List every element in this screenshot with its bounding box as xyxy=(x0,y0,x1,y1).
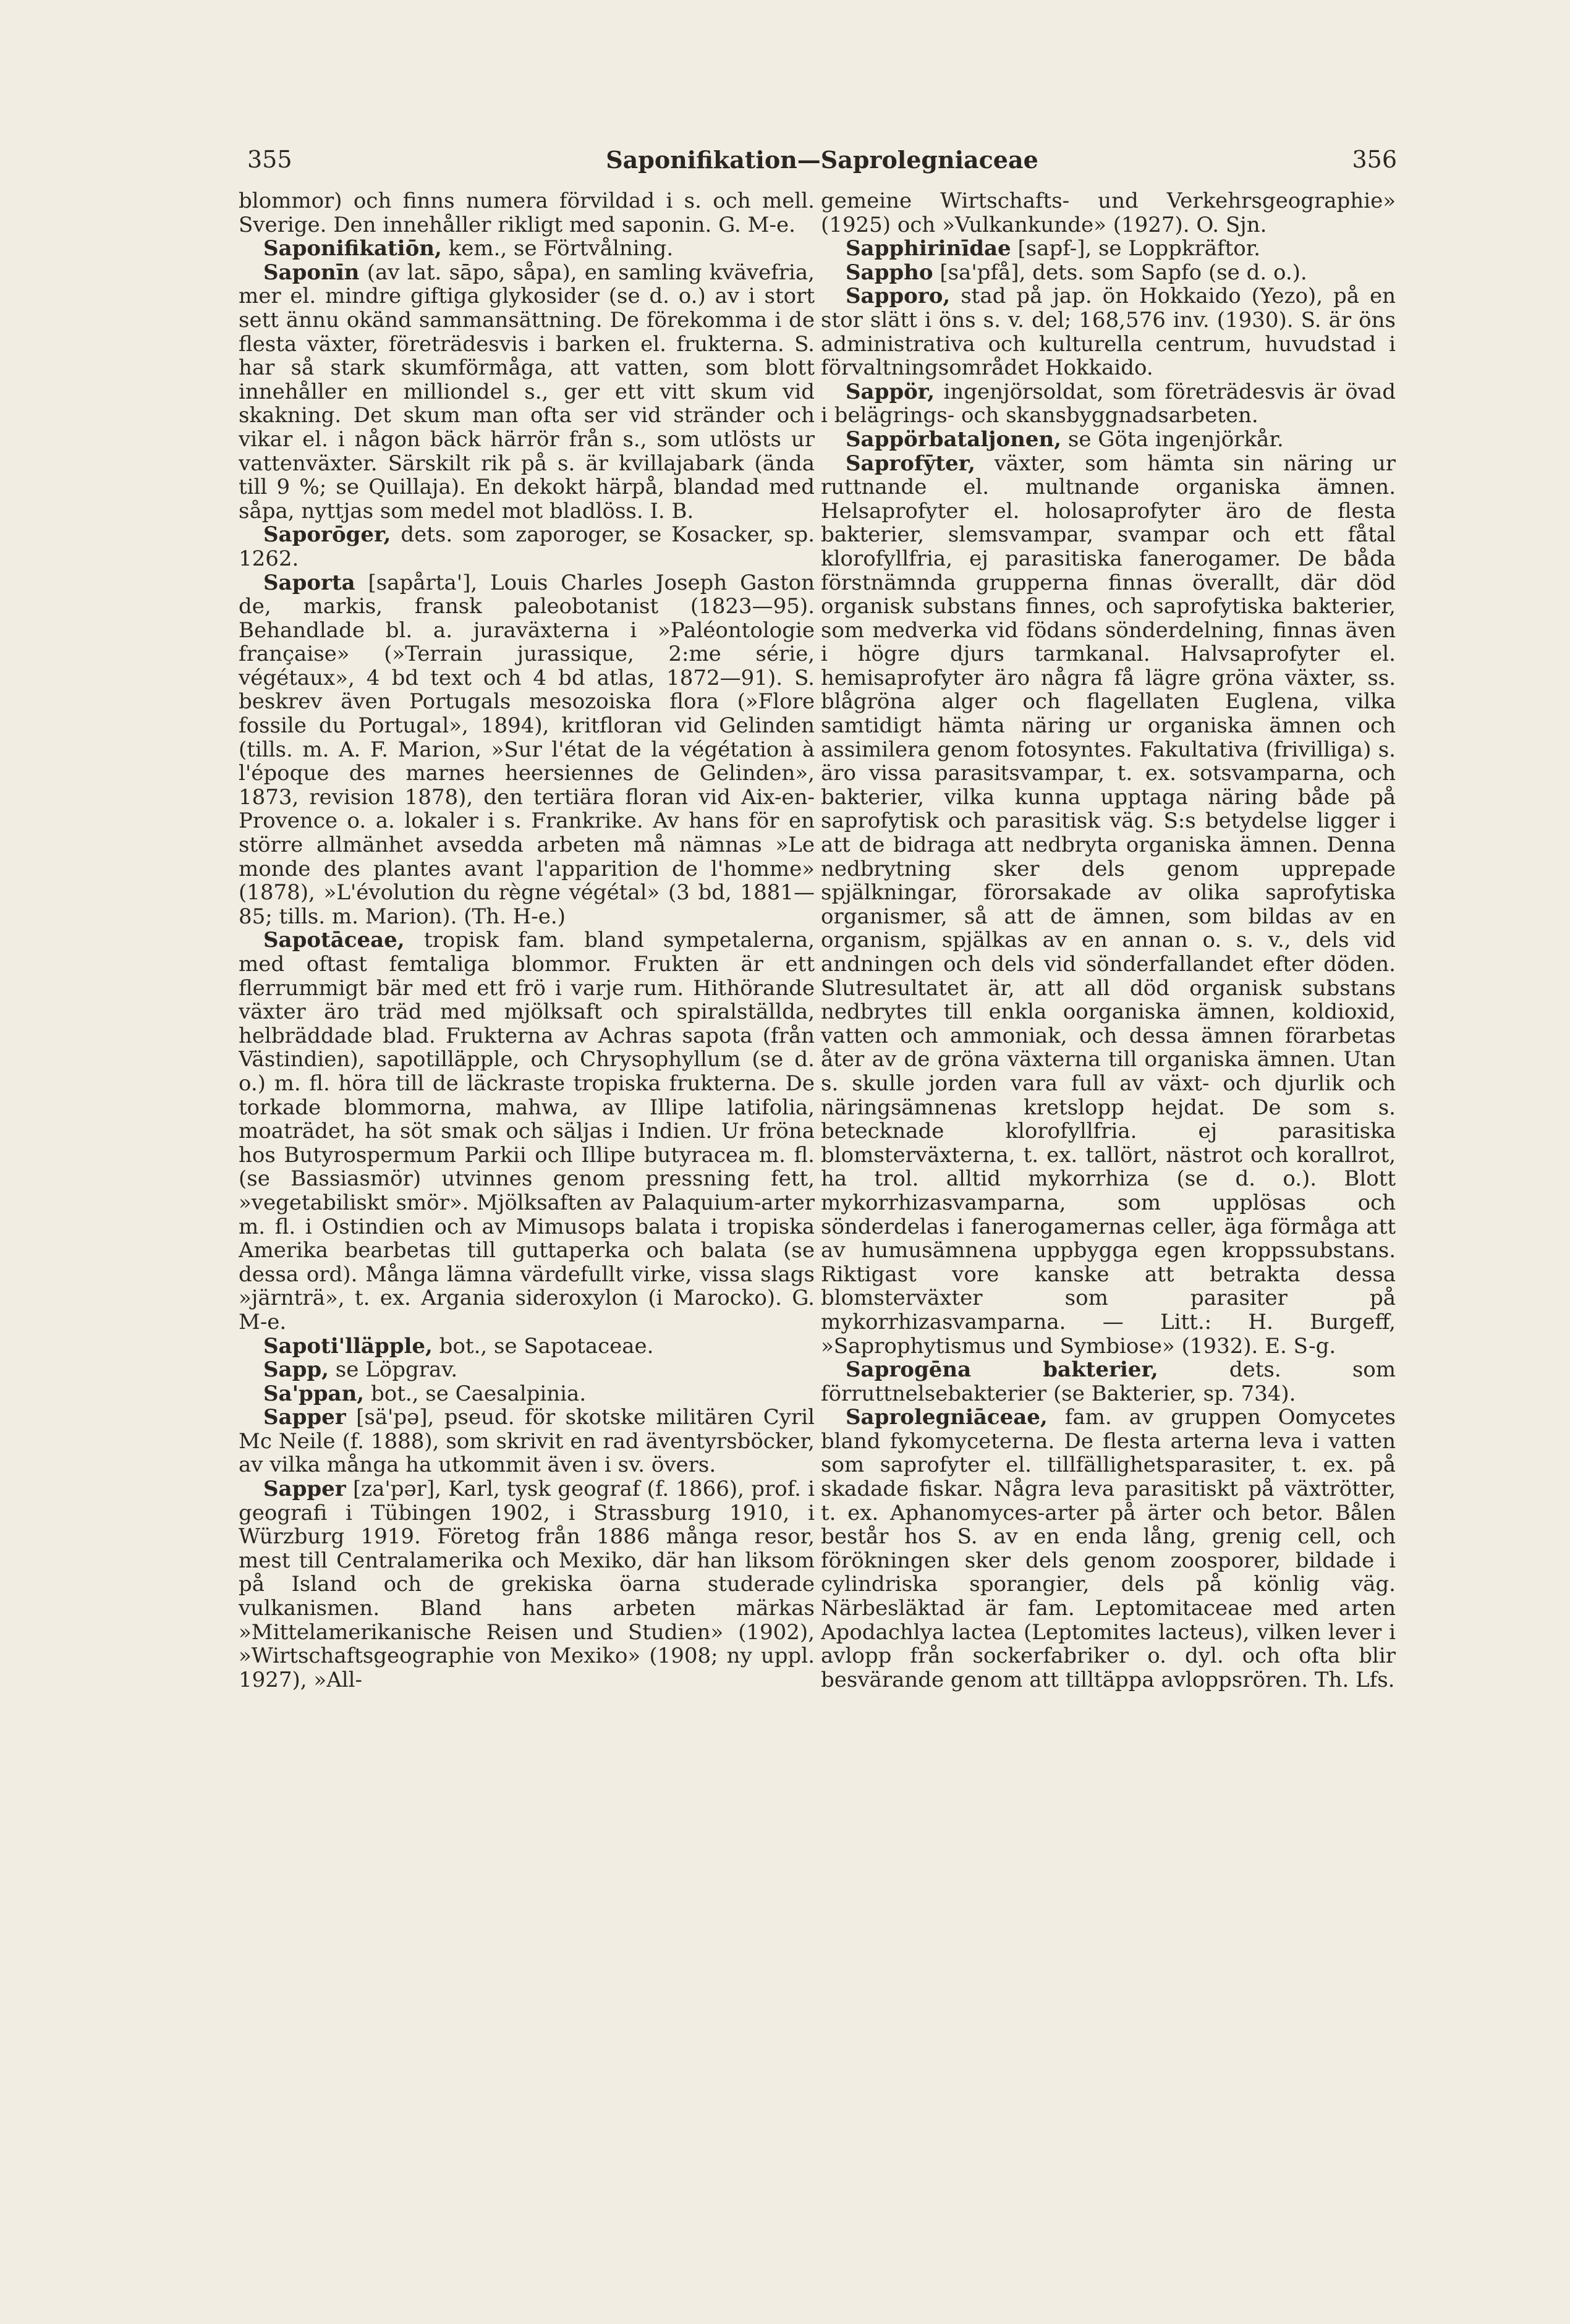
dictionary-entry xyxy=(239,523,815,570)
dictionary-entry xyxy=(239,189,815,237)
running-header xyxy=(247,146,1397,183)
entry-text: tropisk fam. bland sympetalerna, med oftast femtaliga blommor. Frukten är ett flerrummigt bär med ett frö i varje rum. Hithörande växter äro träd med mjölksaft och spiralställda, helbräddade blad. Frukterna av Achras sapota (från Västindien), sapotilläpple, och Chrysophyllum (se d. o.) m. fl. höra till de läckraste tropiska frukterna. De torkade blommorna, mahwa, av Illipe latifolia, moaträdet, ha söt smak och säljas i Indien. Ur fröna hos Butyrospermum Parkii och Illipe butyracea m. fl. (se Bassiasmör) utvinnes genom pressning fett, »vegetabiliskt smör». Mjölksaften av Palaquium-arter m. fl. i Ostindien och av Mimusops balata i tropiska Amerika bearbetas till guttaperka och balata (se dessa ord). Många lämna värdefullt virke, vissa slags »järnträ», t. ex. Argania sideroxylon (i Marocko). G. M-e. xyxy=(239,928,815,1334)
entry-headword: Saprofȳter, xyxy=(846,451,975,476)
page-number-left: 355 xyxy=(247,146,292,173)
entry-text: blommor) och finns numera förvildad i s. och mell. Sverige. Den innehåller rikligt med saponin. G. M-e. xyxy=(239,189,815,237)
entry-text: [sä'pə], pseud. för skotske militären Cyril Mc Neile (f. 1888), som skrivit en rad äventyrsböcker, av vilka många ha utkommit även i sv. övers. xyxy=(239,1405,815,1478)
entry-headword: Sappörbataljonen, xyxy=(846,426,1062,452)
entry-headword: Sapporo, xyxy=(846,284,951,309)
entry-text: gemeine Wirtschafts- und Verkehrsgeographie» (1925) och »Vulkankunde» (1927). O. Sjn. xyxy=(821,189,1396,237)
dictionary-entry xyxy=(239,1382,815,1406)
entry-headword: Sappho xyxy=(846,260,933,285)
entry-text: [sa'pfå], dets. som Sapfo (se d. o.). xyxy=(940,260,1307,285)
entry-headword: Sapper xyxy=(263,1477,346,1502)
entry-text: se Göta ingenjörkår. xyxy=(1067,426,1284,452)
entry-headword: Sa'ppan, xyxy=(263,1381,365,1406)
entry-headword: Saponīn xyxy=(263,260,360,285)
dictionary-entry xyxy=(821,189,1396,237)
entry-headword: Sapphirinīdae xyxy=(846,236,1011,261)
entry-text: bot., se Sapotaceae. xyxy=(439,1333,654,1359)
entry-text: se Löpgrav. xyxy=(335,1357,458,1383)
entry-text: kem., se Förtvålning. xyxy=(448,236,674,261)
dictionary-entry xyxy=(239,571,815,929)
entry-text: [sapf-], se Loppkräftor. xyxy=(1017,236,1261,261)
dictionary-entry xyxy=(239,261,815,524)
entry-text: [za'pər], Karl, tysk geograf (f. 1866), prof. i geografi i Tübingen 1902, i Strassburg 1910, i Würzburg 1919. Företog från 1886 många resor, mest till Centralamerika och Mexiko, där han liksom på Island och de grekiska öarna studerade vulkanismen. Bland hans arbeten märkas »Mittelamerikanische Reisen und Studien» (1902), »Wirtschaftsgeographie von Mexiko» (1908; ny uppl. 1927), »All- xyxy=(239,1477,815,1692)
entry-text: stad på jap. ön Hokkaido (Yezo), på en stor slätt i öns s. v. del; 168,576 inv. (1930). S. är öns administrativa och kulturella centrum, huvudstad i förvaltningsområdet Hokkaido. xyxy=(821,284,1396,381)
dictionary-entry xyxy=(239,1477,815,1692)
entry-text: (av lat. sāpo, såpa), en samling kvävefria, mer el. mindre giftiga glykosider (se d. o.) av i stort sett ännu okänd sammansättning. De förekomma i de flesta växter, företrädesvis i barken el. frukterna. S. har så stark skumförmåga, att vatten, som blott innehåller en milliondel s., ger ett vitt skum vid skakning. Det skum man ofta ser vid stränder och vikar el. i någon bäck härrör från s., som utlösts ur vattenväxter. Särskilt rik på s. är kvillajabark (ända till 9 %; se Quillaja). En dekokt härpå, blandad med såpa, nyttjas som medel mot bladlöss. I. B. xyxy=(239,260,815,524)
entry-text: ingenjörsoldat, som företrädesvis är övad i belägrings- och skansbyggnadsarbeten. xyxy=(821,379,1396,428)
dictionary-entry xyxy=(239,1358,815,1382)
dictionary-entry xyxy=(821,261,1396,285)
dictionary-entry xyxy=(821,452,1396,1359)
entry-headword: Sapper xyxy=(263,1405,346,1430)
dictionary-entry xyxy=(239,237,815,261)
left-column xyxy=(239,189,815,2229)
entry-headword: Saprogēna bakterier, xyxy=(846,1357,1158,1383)
entry-headword: Saponifikatiōn, xyxy=(263,236,442,261)
entry-headword: Sapp, xyxy=(263,1357,329,1383)
entry-text: [sapårta'], Louis Charles Joseph Gaston de, markis, fransk paleobotanist (1823—95). Behandlade bl. a. juraväxterna i »Paléontologie française» (»Terrain jurassique, 2:me série, végétaux», 4 bd text och 4 bd atlas, 1872—91). S. beskrev även Portugals mesozoiska flora (»Flore fossile du Portugal», 1894), kritfloran vid Gelinden (tills. m. A. F. Marion, »Sur l'état de la végétation à l'époque des marnes heersiennes de Gelinden», 1873, revision 1878), den tertiära floran vid Aix-en-Provence o. a. lokaler i s. Frankrike. Av hans för en större allmänhet avsedda arbeten må nämnas »Le monde des plantes avant l'apparition de l'homme» (1878), »L'évolution du règne végétal» (3 bd, 1881—85; tills. m. Marion). (Th. H-e.) xyxy=(239,570,815,929)
dictionary-entry xyxy=(821,1406,1396,1692)
entry-text: dets. som förruttnelsebakterier (se Bakterier, sp. 734). xyxy=(821,1357,1396,1406)
entry-text: växter, som hämta sin näring ur ruttnande el. multnande organiska ämnen. Helsaprofyter el. holosaprofyter äro de flesta bakterier, slemsvampar, svampar och ett fåtal klorofyllfria, ej parasitiska fanerogamer. De båda förstnämnda grupperna finnas överallt, där död organisk substans finnes, och saprofytiska bakterier, som medverka vid födans sönderdelning, finnas även i högre djurs tarmkanal. Halvsaprofyter el. hemisaprofyter äro några få lägre gröna växter, ss. blågröna alger och flagellaten Euglena, vilka samtidigt hämta näring ur organiska ämnen och assimilera genom fotosyntes. Fakultativa (frivilliga) s. äro vissa parasitsvampar, t. ex. sotsvamparna, och bakterier, vilka kunna upptaga näring både på saprofytisk och parasitisk väg. S:s betydelse ligger i att de bidraga att nedbryta organiska ämnen. Denna nedbrytning sker dels genom upprepade spjälkningar, förorsakade av olika saprofytiska organismer, så att de ämnen, som bildas av en organism, spjälkas av en annan o. s. v., dels vid andningen och dels vid sönderfallandet efter döden. Slutresultatet är, att all död organisk substans nedbrytes till enkla oorganiska ämnen, koldioxid, vatten och ammoniak, och dessa ämnen förarbetas åter av de gröna växterna till organiska ämnen. Utan s. skulle jorden vara full av växt- och djurlik och näringsämnenas kretslopp hejdat. De som s. betecknade klorofyllfria. ej parasitiska blomsterväxterna, t. ex. tallört, nästrot och korallrot, ha trol. alltid mykorrhiza (se d. o.). Blott mykorrhizasvamparna, som upplösas och sönderdelas i fanerogamernas celler, äga förmåga att av humusämnena uppbygga egen kroppssubstans. Riktigast vore kanske att betrakta dessa blomsterväxter som parasiter på mykorrhizasvamparna. — Litt.: H. Burgeff, »Saprophytismus und Symbiose» (1932). E. S-g. xyxy=(821,451,1396,1359)
dictionary-entry xyxy=(821,237,1396,261)
dictionary-entry xyxy=(239,1334,815,1359)
page-number-right: 356 xyxy=(1352,146,1397,173)
entry-text: bot., se Caesalpinia. xyxy=(370,1381,587,1406)
running-title: Saponifikation—Saprolegniaceae xyxy=(606,146,1038,174)
dictionary-entry xyxy=(821,284,1396,380)
entry-headword: Saporōger, xyxy=(263,522,391,548)
dictionary-entry xyxy=(239,928,815,1334)
dictionary-entry xyxy=(239,1406,815,1477)
entry-text: dets. som zaporoger, se Kosacker, sp. 1262. xyxy=(239,522,815,571)
entry-headword: Sapoti'lläpple, xyxy=(263,1333,433,1359)
dictionary-entry xyxy=(821,428,1396,452)
entry-headword: Saprolegniāceae, xyxy=(846,1405,1048,1430)
dictionary-entry xyxy=(821,380,1396,428)
entry-headword: Sappör, xyxy=(846,379,935,404)
entry-text: fam. av gruppen Oomycetes bland fykomyceterna. De flesta arterna leva i vatten som saprofyter el. tillfällighetsparasiter, t. ex. på skadade fiskar. Några leva parasitiskt på växtrötter, t. ex. Aphanomyces-arter på ärter och betor. Bålen består hos S. av en enda lång, grenig cell, och förökningen sker dels genom zoosporer, bildade i cylindriska sporangier, dels på könlig väg. Närbesläktad är fam. Leptomitaceae med arten Apodachlya lactea (Leptomites lacteus), vilken lever i avlopp från sockerfabriker o. dyl. och ofta blir besvärande genom att tilltäppa avloppsrören. Th. Lfs. xyxy=(821,1405,1396,1692)
entry-headword: Saporta xyxy=(263,570,355,595)
entry-headword: Sapotāceae, xyxy=(263,928,405,953)
dictionary-entry xyxy=(821,1358,1396,1406)
right-column xyxy=(821,189,1396,2229)
